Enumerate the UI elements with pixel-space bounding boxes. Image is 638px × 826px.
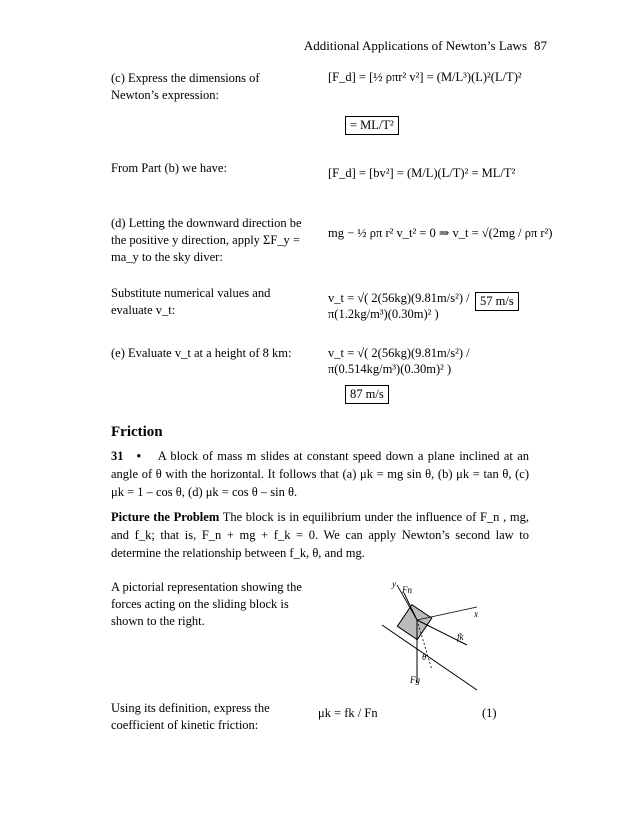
theta-label: θ <box>422 652 427 662</box>
step-c-eq2 <box>345 116 399 135</box>
section-title: Friction <box>111 424 163 440</box>
step-d-eq1: mg − ½ ρπ r² v_t² = 0 ⇒ v_t = √(2mg / ρπ r²) <box>328 226 553 240</box>
problem-number: 31 <box>111 449 124 463</box>
step-b-label: From Part (b) we have: <box>111 161 227 175</box>
final-equation: μk = fk / Fn <box>318 706 378 720</box>
problem-text: A block of mass m slides at constant speed down a plane inclined at an angle of θ with the horizontal. It follows that (a) μk = mg sin θ, (b) μk = tan θ, (c) μk = 1 – cos θ, (d) μk = cos θ – sin θ. <box>111 449 530 499</box>
block <box>397 605 431 640</box>
step-e-label: (e) Evaluate v_t at a height of 8 km: <box>111 346 292 360</box>
problem-paragraph <box>111 447 529 501</box>
picture-paragraph <box>111 508 529 562</box>
fn-label: Fn <box>402 585 412 595</box>
step-d-label: (d) Letting the downward direction be the positive y direction, apply ΣF_y = ma_y to the sky diver: <box>111 216 302 264</box>
picture-text: The block is in equilibrium under the influence of F_n , mg, and f_k; that is, F_n + mg + f_k = 0. We can apply Newton’s second law to determine the relationship between f_k, θ, and mg. <box>111 510 529 560</box>
fg-label: Fg <box>410 675 420 685</box>
force-diagram <box>372 575 512 695</box>
x-axis <box>417 607 477 620</box>
running-title: Additional Applications of Newton’s Laws <box>303 38 527 53</box>
page-number: 87 <box>534 38 547 53</box>
step-b-eq1: [F_d] = [bv²] = (M/L)(L/T)² = ML/T² <box>328 166 516 180</box>
final-label: Using its definition, express the coefficient of kinetic friction: <box>111 701 270 732</box>
substitute-label: Substitute numerical values and evaluate v_t: <box>111 286 271 317</box>
picture-heading: Picture the Problem <box>111 510 220 524</box>
fk-label: fk <box>457 632 464 642</box>
equation-tag: (1) <box>482 706 497 720</box>
step-e-result-wrap <box>345 385 389 404</box>
diagram-label: A pictorial representation showing the forces acting on the sliding block is shown to the right. <box>111 580 302 628</box>
substitute-result: 57 m/s <box>475 292 519 311</box>
substitute-eq: v_t = √( 2(56kg)(9.81m/s²) / π(1.2kg/m³)(0.30m)² ) <box>328 291 470 321</box>
axis-y-label: y <box>392 579 396 589</box>
step-e-eq: v_t = √( 2(56kg)(9.81m/s²) / π(0.514kg/m³)(0.30m)² ) <box>328 346 470 376</box>
step-c-label: (c) Express the dimensions of Newton’s expression: <box>111 71 260 102</box>
step-e-result: 87 m/s <box>345 385 389 404</box>
substitute-result-wrap <box>475 292 519 311</box>
axis-x-label: x <box>474 609 478 619</box>
step-c-eq1: [F_d] = [½ ρπr² v²] = (M/L³)(L)²(L/T)² <box>328 70 522 84</box>
step-c-result: = ML/T² <box>345 116 399 135</box>
problem-bullet: • <box>136 449 141 463</box>
